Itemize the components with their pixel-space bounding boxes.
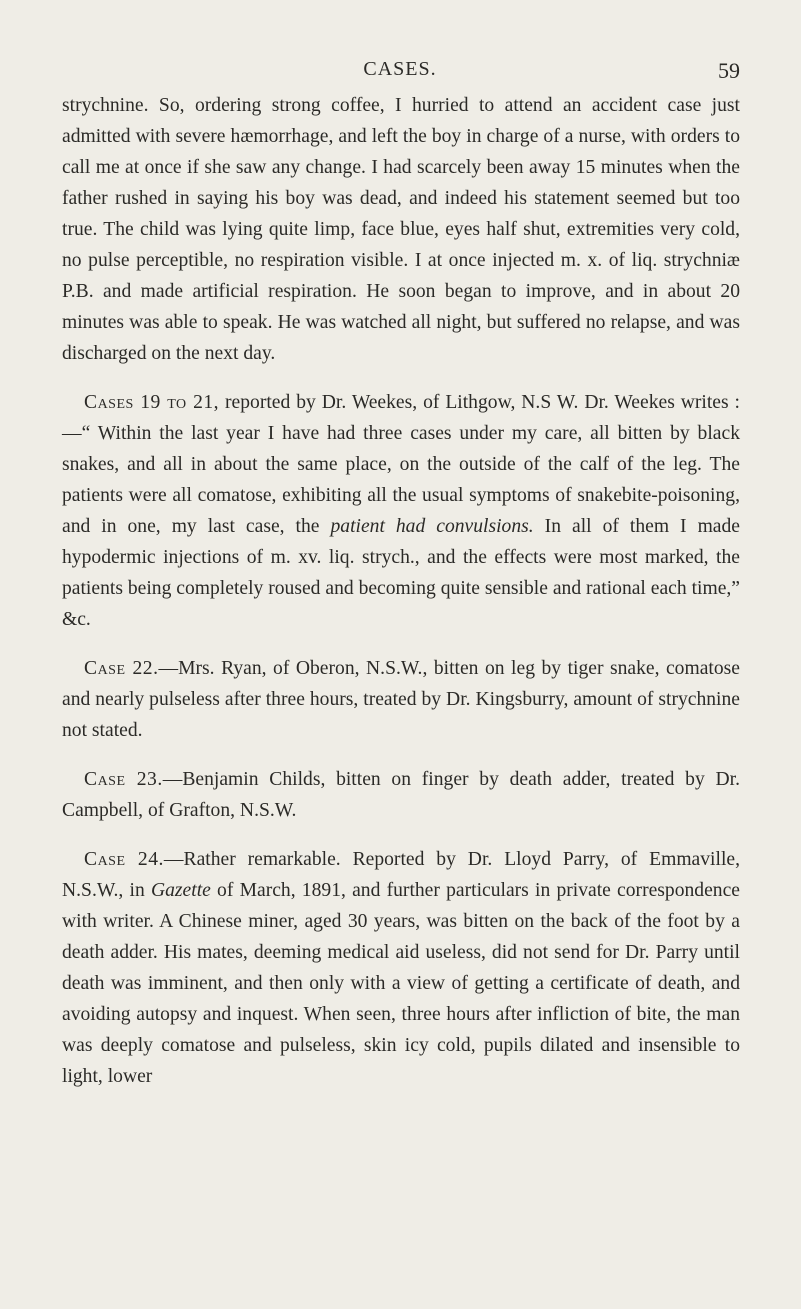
case-heading: Case 23. xyxy=(84,769,163,790)
case-heading: Case 22. xyxy=(84,658,159,679)
italic-title: Gazette xyxy=(150,880,211,901)
paragraph-text: —Rather remarkable. Reported by Dr. Lloyd Parry, of Emmaville, N.S.W., in xyxy=(62,849,740,901)
paragraph-cases-19-21 xyxy=(62,387,740,635)
page-header xyxy=(60,58,740,88)
paragraph-text: —Benjamin Childs, bitten on finger by death adder, treated by Dr. Campbell, of Grafton, N.S.W. xyxy=(62,769,740,821)
paragraph-case-23 xyxy=(62,764,740,826)
case-heading: Case 24. xyxy=(84,849,164,870)
running-head: CASES. xyxy=(363,58,437,80)
page-number: 59 xyxy=(718,58,740,83)
paragraph-text: In all of them I made hypodermic injections of m. xv. liq. strych., and the effects were most marked, the patients being completely roused and becoming quite sensible and rational each time,” &c. xyxy=(62,516,740,630)
italic-phrase: patient had convulsions. xyxy=(330,516,534,537)
case-heading: Cases 19 to 21, xyxy=(84,392,220,413)
paragraph-text: strychnine. So, ordering strong coffee, I hurried to attend an accident case just admitted with severe hæmorrhage, and left the boy in charge of a nurse, with orders to call me at once if she saw any change. I had scarcely been away 15 minutes when the father rushed in saying his boy was dead, and indeed his statement seemed but too true. The child was lying quite limp, face blue, eyes half shut, extremities very cold, no pulse perceptible, no respiration visible. I at once injected m. x. of liq. strychniæ P.B. and made artificial respiration. He soon began to improve, and in about 20 minutes was able to speak. He was watched all night, but suffered no relapse, and was discharged on the next day. xyxy=(62,95,740,364)
paragraph-text: —Mrs. Ryan, of Oberon, N.S.W., bitten on leg by tiger snake, comatose and nearly pulseless after three hours, treated by Dr. Kingsburry, amount of strychnine not stated. xyxy=(62,658,740,741)
paragraph-case-24 xyxy=(62,844,740,1092)
paragraph-strychnine-continuation xyxy=(62,90,740,369)
paragraph-text: of March, 1891, and further particulars in private correspondence with writer. A Chinese miner, aged 30 years, was bitten on the back of the foot by a death adder. His mates, deeming medical aid useless, did not send for Dr. Parry until death was imminent, and then only with a view of getting a certificate of death, and avoiding autopsy and inquest. When seen, three hours after infliction of bite, the man was deeply comatose and pulseless, skin icy cold, pupils dilated and insensible to light, lower xyxy=(62,880,740,1087)
paragraph-text: reported by Dr. Weekes, of Lithgow, N.S W. Dr. Weekes writes :—“ Within the last year I have had three cases under my care, all bitten by black snakes, and all in about the same place, on the outside of the calf of the leg. The patients were all comatose, exhibiting all the usual symptoms of snakebite-poisoning, and in one, my last case, the xyxy=(62,392,740,537)
paragraph-case-22 xyxy=(62,653,740,746)
page-body xyxy=(62,90,740,1110)
